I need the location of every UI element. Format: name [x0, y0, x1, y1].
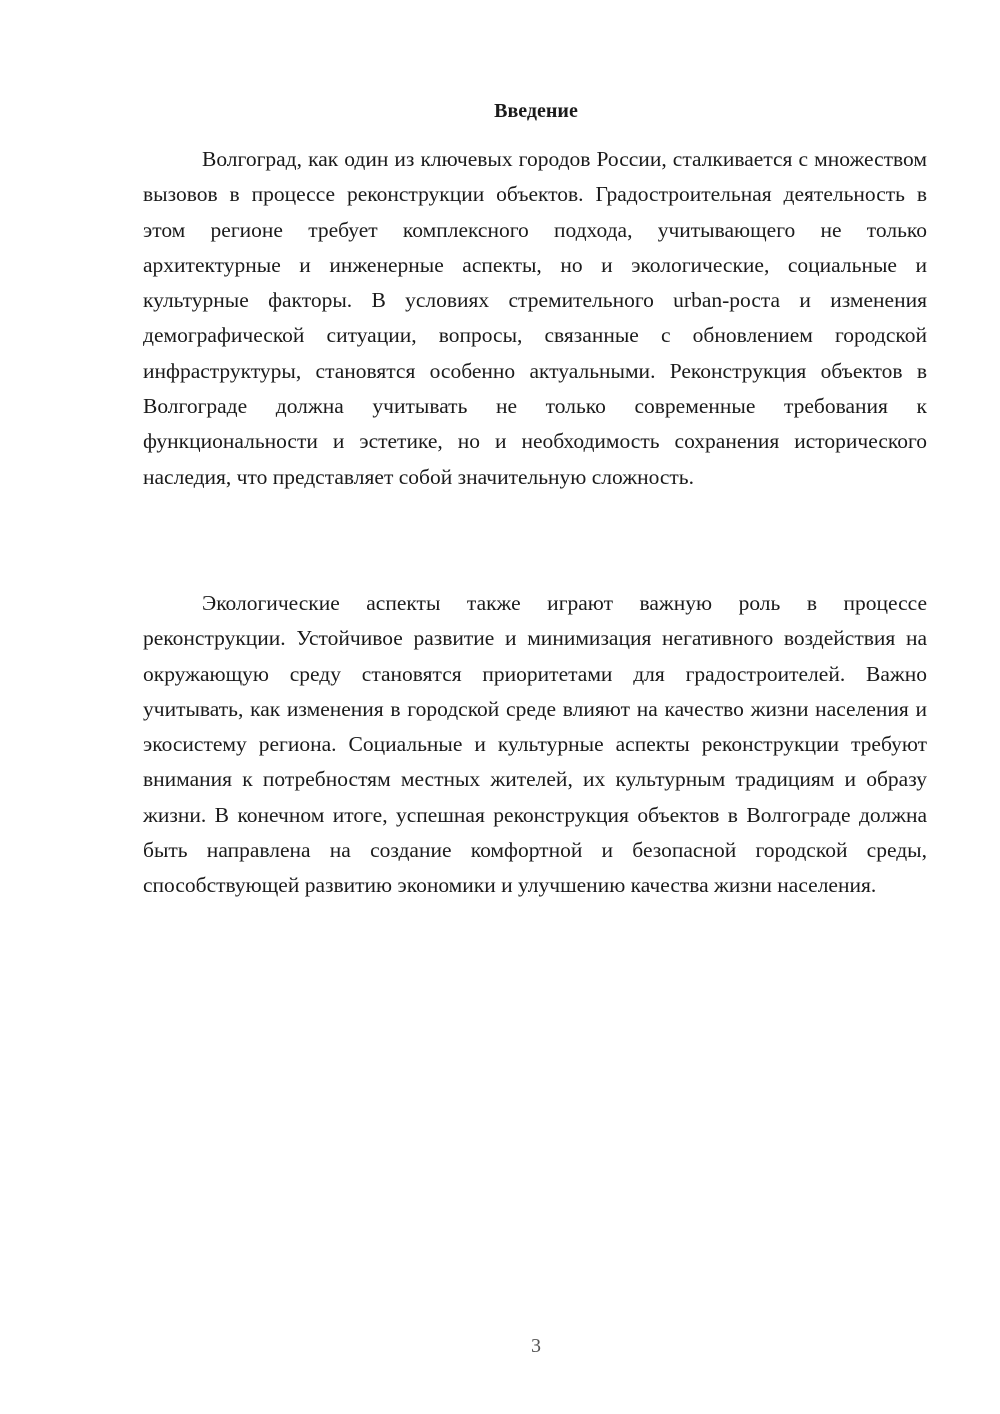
- page-number: 3: [531, 1335, 541, 1357]
- page-title: Введение: [494, 100, 578, 122]
- intro-paragraph-1: Волгоград, как один из ключевых городов России, сталкивается с множеством вызовов в процессе реконструкции объектов. Градостроительная деятельность в этом регионе требует комплексного подхода, учитывающего не только архитектурные и инженерные аспекты, но и экологические, социальные и культурные факторы. В условиях стремительного urban-роста и изменения демографической ситуации, вопросы, связанные с обновлением городской инфраструктуры, становятся особенно актуальными. Реконструкция объектов в Волгограде должна учитывать не только современные требования к функциональности и эстетике, но и необходимость сохранения исторического наследия, что представляет собой значительную сложность.: [143, 147, 927, 489]
- intro-paragraph-2: Экологические аспекты также играют важную роль в процессе реконструкции. Устойчивое развитие и минимизация негативного воздействия на окружающую среду становятся приоритетами для градостроителей. Важно учитывать, как изменения в городской среде влияют на качество жизни населения и экосистему региона. Социальные и культурные аспекты реконструкции требуют внимания к потребностям местных жителей, их культурным традициям и образу жизни. В конечном итоге, успешная реконструкция объектов в Волгограде должна быть направлена на создание комфортной и безопасной городской среды, способствующей развитию экономики и улучшению качества жизни населения.: [143, 591, 927, 898]
